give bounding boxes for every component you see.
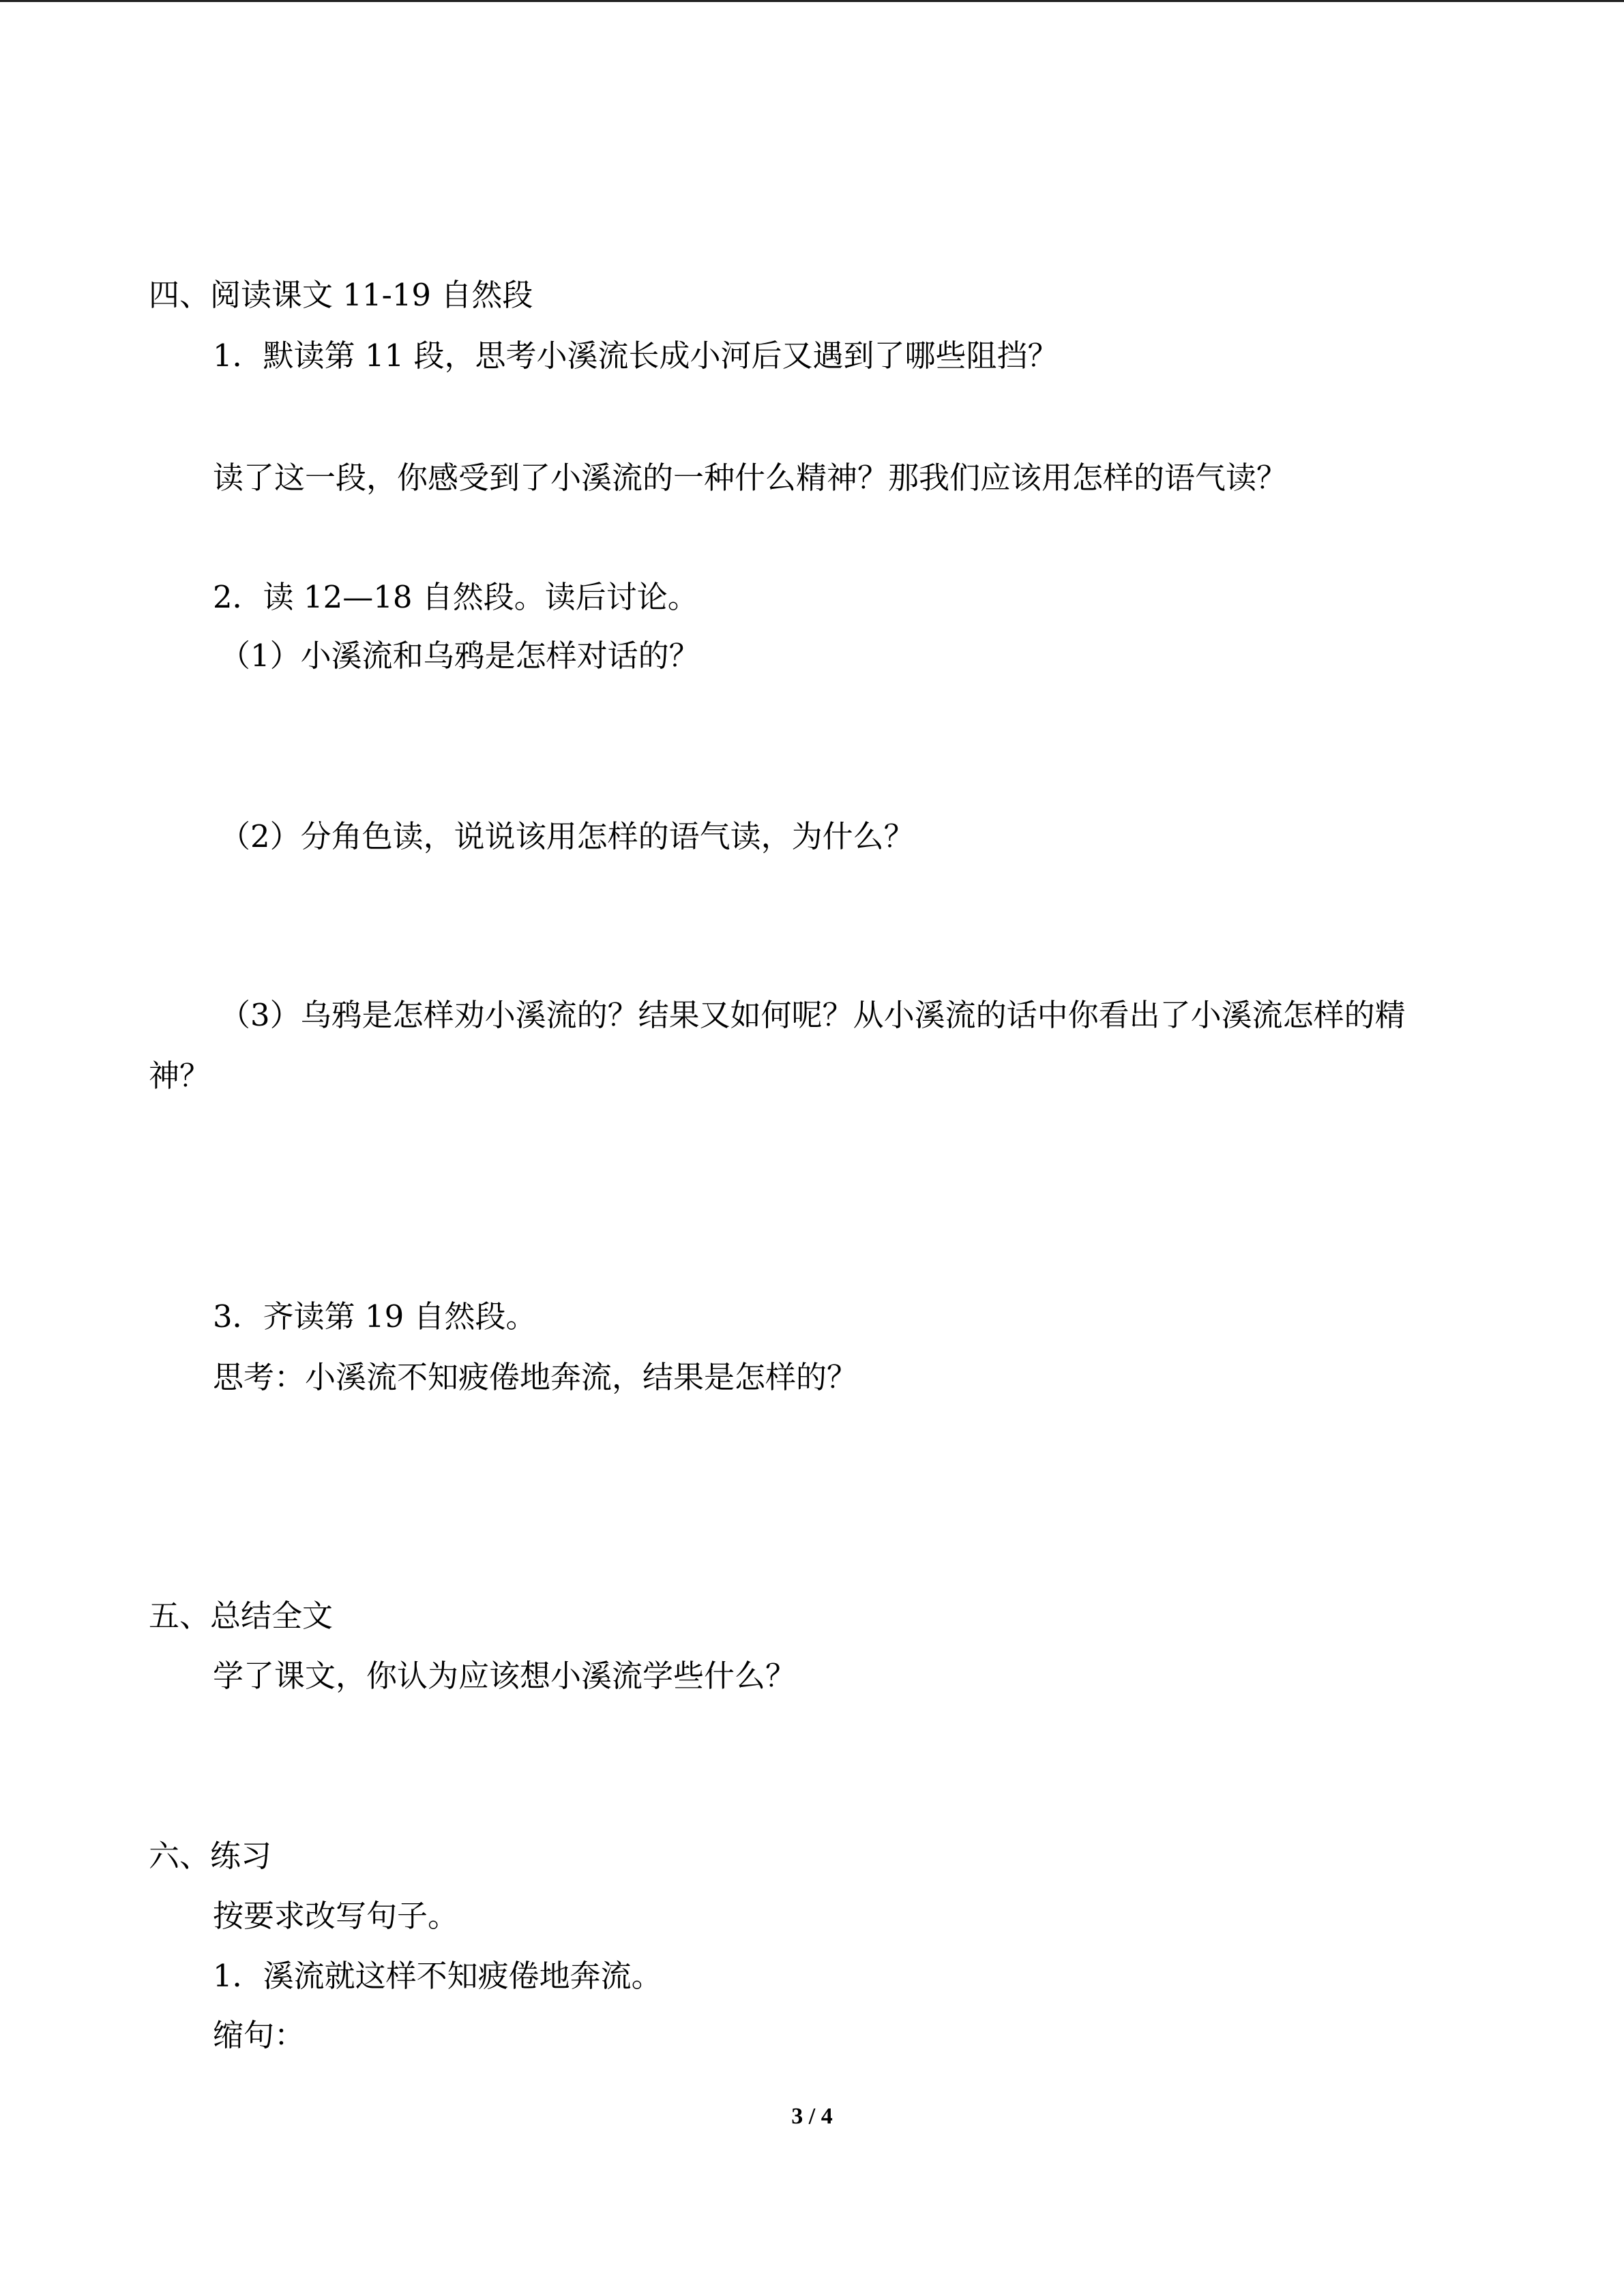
section-four-question-2-part-3-line-1: （3）乌鸦是怎样劝小溪流的？结果又如何呢？从小溪流的话中你看出了小溪流怎样的精 (220, 997, 1406, 1033)
section-six-heading: 六、练习 (149, 1838, 272, 1874)
section-six-item-1: 1．溪流就这样不知疲倦地奔流。 (213, 1958, 662, 1994)
section-four-question-2-part-1: （1）小溪流和乌鸦是怎样对话的？ (220, 638, 700, 674)
section-four-question-2-part-2: （2）分角色读，说说该用怎样的语气读，为什么？ (220, 818, 915, 854)
section-four-question-3-follow: 思考：小溪流不知疲倦地奔流，结果是怎样的？ (213, 1359, 858, 1395)
section-four-question-1: 1．默读第 11 段，思考小溪流长成小河后又遇到了哪些阻挡？ (213, 338, 1059, 374)
section-five-heading: 五、总结全文 (149, 1598, 334, 1634)
section-four-question-1-follow: 读了这一段，你感受到了小溪流的一种什么精神？那我们应该用怎样的语气读？ (213, 460, 1288, 496)
section-four-question-2: 2．读 12—18 自然段。读后讨论。 (213, 579, 698, 615)
page-number: 3 / 4 (791, 2104, 833, 2129)
section-five-question: 学了课文，你认为应该想小溪流学些什么？ (213, 1658, 797, 1694)
section-six-item-1-label: 缩句： (213, 2017, 306, 2053)
section-four-heading: 四、阅读课文 11-19 自然段 (149, 277, 533, 313)
section-four-question-3: 3．齐读第 19 自然段。 (213, 1298, 537, 1335)
section-four-question-2-part-3-line-2: 神？ (149, 1058, 211, 1094)
page-top-border (0, 0, 1624, 2)
section-six-instruction: 按要求改写句子。 (213, 1898, 459, 1934)
